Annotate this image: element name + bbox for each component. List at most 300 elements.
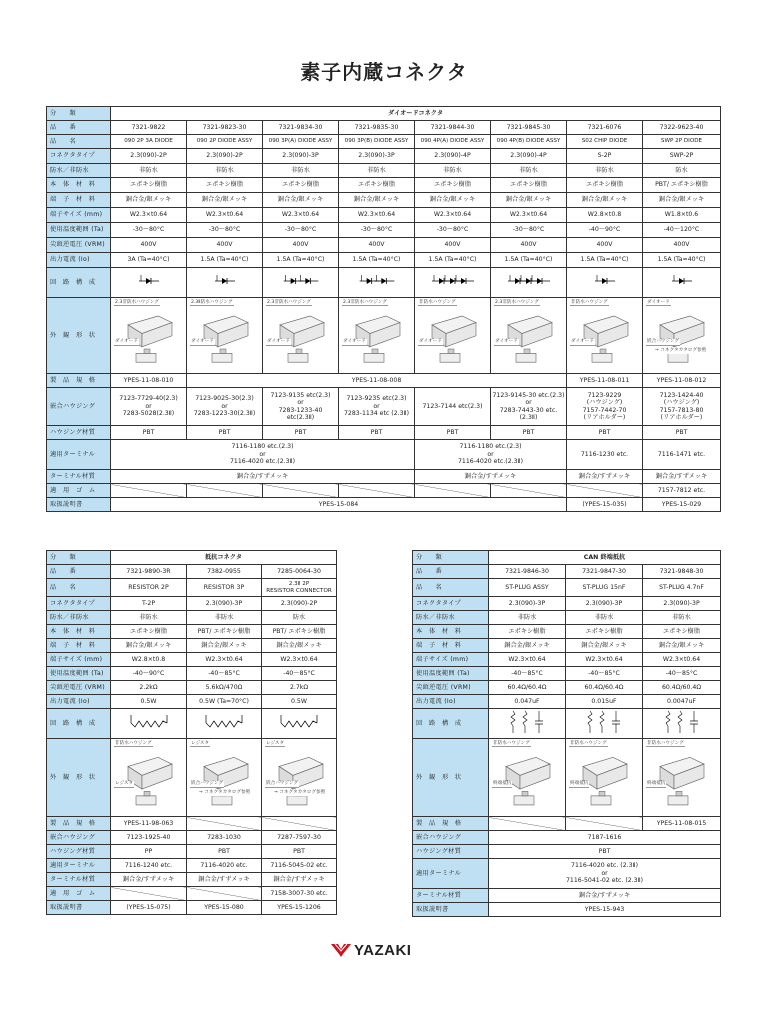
cell-terminal_size: W2.3×t0.64 [263,208,339,223]
row-label: 適用ターミナル [47,859,111,873]
cell-hinmei: ST-PLUG 15nF [566,579,643,597]
cell-hinmei: RESISTOR 2P [111,579,187,597]
cell-voltage: 60.4Ω/60.4Ω [489,681,566,695]
photo-label: 2.3非防水ハウジング [343,299,387,305]
cell-line: 7123-9025-30(2.3) [195,395,254,403]
manual-cell: (YPES-15-075) [111,901,187,915]
cell-line: or [259,450,266,458]
cell-line: (ハウジング) [663,399,700,407]
appearance-row [413,739,721,817]
photo-label: 非防水ハウジング [571,299,608,305]
photo-label: 終端抵抗 [647,781,666,787]
cell-type: 2.3(090)-2P [262,597,337,611]
manual-row [47,498,721,512]
table-row [47,208,721,223]
table-row [413,565,721,579]
cell-waterproof: 非防水 [567,164,643,178]
appearance-cell [489,739,566,817]
cell-type: 2.3(090)-2P [111,149,187,164]
table-row [47,845,337,859]
circuit-row [413,709,721,739]
cell-hinban: 7382-0955 [187,565,262,579]
cell-waterproof: 非防水 [111,164,187,178]
housing-material-row [413,845,721,859]
appearance-cell [263,298,339,374]
cell-housing: 7287-7597-30 [262,831,337,845]
cell-current: 0.5W (Ta=70°C) [187,695,262,709]
cell-hinban: 7321-9848-30 [643,565,721,579]
cell-terminal_size: W2.3×t0.64 [566,653,643,667]
cell-terminal_mat: 銅合金/銀メッキ [643,193,721,208]
resistor-symbol-icon [188,713,260,733]
table-row [47,695,337,709]
photo-label: → コネクタカタログ参照 [274,790,326,796]
row-label: 外 観 形 状 [413,739,489,817]
row-label: 使用温度範囲 (Ta) [413,667,489,681]
cell-voltage: 60.4Ω/60.4Ω [566,681,643,695]
cell-voltage: 400V [111,238,187,253]
manual-cell: YPES-15-943 [489,903,721,917]
housing-material-cell: PBT [339,426,415,440]
empty-cell [339,484,415,498]
cell-line: 7116-4020 etc.(2.3Ⅱ) [229,458,295,466]
empty-cell [491,484,567,498]
cell-temp: -30〜80°C [339,223,415,238]
cell-type: 2.3(090)-3P [187,597,262,611]
cell-hinban: 7321-9822 [111,121,187,135]
cell-terminal_mat: 銅合金/銀メッキ [339,193,415,208]
circuit-cell [187,709,262,739]
table-row [47,164,721,178]
cell-temp: -40〜85°C [566,667,643,681]
table-row [413,653,721,667]
row-label: 防水／非防水 [413,611,489,625]
table-row [413,579,721,597]
row-label: 嵌合ハウジング [47,831,111,845]
connector-photo [188,740,260,816]
housing-cell [263,388,339,426]
cell-hinmei: 090 2P 3A DIODE [111,135,187,149]
cell-terminal_mat: 銅合金/銀メッキ [187,193,263,208]
photo-label: ダイオード [571,339,594,345]
empty-cell [187,484,263,498]
row-label: ターミナル材質 [47,470,111,484]
row-label: 回 路 構 成 [47,709,111,739]
cell-current: 1.5A (Ta=40°C) [643,253,721,268]
cell-hinmei: 090 3P(B) DIODE ASSY [339,135,415,149]
cell-body: エポキシ樹脂 [111,625,187,639]
cell-temp: -30〜80°C [415,223,491,238]
terminal-material-cell: 銅合金/すずメッキ [643,470,721,484]
spec-row [47,817,337,831]
cell-current: 1.5A (Ta=40°C) [263,253,339,268]
cell-current: 1.5A (Ta=40°C) [491,253,567,268]
cell-type: 2.3(090)-4P [491,149,567,164]
photo-label: 2.3非防水ハウジング [495,299,539,305]
connector-photo [568,299,641,373]
cell-line: 7283-1134 etc (2.3Ⅱ) [343,410,409,418]
connector-photo [112,299,185,373]
cell-current: 1.5A (Ta=40°C) [567,253,643,268]
connector-photo [264,299,337,373]
cell-current: 0.015uF [566,695,643,709]
diode-symbol-icon [112,273,185,291]
cell-line: or [373,402,380,410]
circuit-cell [263,268,339,298]
housing-cell: 7187-1616 [489,831,721,845]
cell-terminal: 7116-1240 etc. [111,859,187,873]
row-label: 品 番 [47,121,111,135]
housing-material-cell: PBT [111,426,187,440]
cell-current: 1.5A (Ta=40°C) [339,253,415,268]
table-row [47,121,721,135]
row-label: 端子サイズ (mm) [413,653,489,667]
cell-hinban: 7321-9844-30 [415,121,491,135]
cell-line: RESISTOR CONNECTOR [266,587,332,594]
appearance-row [47,298,721,374]
photo-label: ダイオード [647,299,670,305]
row-label: 使用温度範囲 (Ta) [47,667,111,681]
row-label: 外 観 形 状 [47,298,111,374]
cell-line: or [221,402,228,410]
spec-cell: YPES-11-08-015 [643,817,721,831]
cell-line: or [145,402,152,410]
photo-label: ダイオード [495,339,518,345]
cell-waterproof: 非防水 [566,611,643,625]
cell-line: 7283-5028(2.3Ⅱ) [122,410,175,418]
cell-line: 7116-1180 etc.(2.3) [231,443,294,451]
cell-hinmei: S02 CHIP DIODE [567,135,643,149]
category-header: ダイオードコネクタ [111,107,721,121]
row-label: 端 子 材 料 [47,639,111,653]
row-label: 防水／非防水 [47,611,111,625]
cell-hinmei: ST-PLUG ASSY [489,579,566,597]
connector-photo [644,299,719,373]
cell-type: SWP-2P [643,149,721,164]
yazaki-logo [330,942,440,960]
cell-line: 7157-7813-80 [659,406,704,414]
row-label: ターミナル材質 [47,873,111,887]
circuit-cell [111,709,187,739]
can-termination-table [412,550,721,917]
table-row [47,667,337,681]
empty-cell [111,484,187,498]
row-label: 取扱説明書 [413,903,489,917]
cell-body: PBT/ エポキシ樹脂 [187,625,262,639]
cell-waterproof: 非防水 [491,164,567,178]
connector-photo [188,299,261,373]
cell-line: 7123-9235 etc(2.3) [346,395,407,403]
cell-hinban: 7321-9845-30 [491,121,567,135]
cell-voltage: 400V [567,238,643,253]
table-row [47,193,721,208]
cell-current: 0.5W [262,695,337,709]
category-row [47,551,337,565]
manual-cell: YPES-15-1206 [262,901,337,915]
appearance-cell [566,739,643,817]
cell-body: エポキシ樹脂 [111,178,187,193]
cell-housing_mat: PBT [262,845,337,859]
cell-housing: 7283-1030 [187,831,262,845]
manual-cell: YPES-15-029 [643,498,721,512]
cell-line: 7283-1223-30(2.3Ⅱ) [193,410,256,418]
circuit-cell [111,268,187,298]
empty-cell [415,484,491,498]
row-label: 分 類 [47,107,111,121]
cell-terminal_mat: 銅合金/銀メッキ [111,639,187,653]
photo-label: レジスタ [191,740,210,746]
circuit-cell [491,268,567,298]
cell-body: エポキシ樹脂 [339,178,415,193]
appearance-cell [567,298,643,374]
row-label: 適 用 ゴ ム [47,484,111,498]
housing-cell [415,388,491,426]
rc-circuit-symbol-icon [567,709,641,737]
diode-connector-table [46,106,721,512]
row-label: 回 路 構 成 [413,709,489,739]
cell-type: 2.3(090)-3P [489,597,566,611]
cell-voltage: 400V [263,238,339,253]
empty-cell [262,817,337,831]
housing-material-cell: PBT [415,426,491,440]
row-label: 出力電流 (Io) [413,695,489,709]
appearance-cell [415,298,491,374]
cell-hinban: 7285-0064-30 [262,565,337,579]
cell-housing: 7123-1925-40 [111,831,187,845]
cell-body: エポキシ樹脂 [643,625,721,639]
appearance-cell [643,739,721,817]
cell-body: エポキシ樹脂 [566,625,643,639]
category-row [413,551,721,565]
cell-voltage: 5.6kΩ/470Ω [187,681,262,695]
row-label: コネクタタイプ [47,149,111,164]
diode-symbol-icon [188,273,261,291]
cell-voltage: 2.2kΩ [111,681,187,695]
circuit-cell [339,268,415,298]
rc-circuit-symbol-icon [644,709,719,737]
cell-waterproof: 非防水 [339,164,415,178]
cell-waterproof: 防水 [262,611,337,625]
appearance-cell [262,739,337,817]
row-label: 本 体 材 料 [47,178,111,193]
cell-temp: -30〜80°C [491,223,567,238]
spec-cell: YPES-11-08-012 [643,374,721,388]
cell-terminal_size: W2.3×t0.64 [187,653,262,667]
photo-label: 非防水ハウジング [419,299,456,305]
terminal-cell [111,440,415,470]
row-label: 尖頭逆電圧 (VRM) [47,238,111,253]
cell-waterproof: 非防水 [187,611,262,625]
row-label: コネクタタイプ [413,597,489,611]
row-label: ハウジング材質 [413,845,489,859]
cell-terminal_mat: 銅合金/銀メッキ [262,639,337,653]
cell-type: 2.3(090)-3P [643,597,721,611]
table-row [47,597,337,611]
spec-cell: YPES-11-08-010 [111,374,187,388]
cell-line: 7116-1180 etc.(2.3) [459,443,522,451]
category-header: 抵抗コネクタ [111,551,337,565]
row-label: 本 体 材 料 [413,625,489,639]
photo-label: ダイオード [191,339,214,345]
connector-photo [416,299,489,373]
diode-symbol-icon [264,273,337,291]
cell-type: T-2P [111,597,187,611]
diode-symbol-icon [568,273,641,291]
manual-cell: YPES-15-084 [111,498,567,512]
terminal-cell [489,859,721,889]
rubber-cell: 7157-7812 etc. [643,484,721,498]
cell-terminal_size: W2.3×t0.64 [643,653,721,667]
spec-cell: YPES-11-08-008 [187,374,567,388]
manual-row [47,901,337,915]
cell-voltage: 400V [643,238,721,253]
photo-label: ダイオード [343,339,366,345]
housing-cell [111,388,187,426]
cell-terminal_size: W2.3×t0.64 [415,208,491,223]
spec-row [47,374,721,388]
cell-line: or [487,450,494,458]
circuit-cell [262,709,337,739]
diode-symbol-icon [644,273,719,291]
housing-material-cell: PBT [263,426,339,440]
cell-line: 7283-1233-40 etc(2.3Ⅱ) [278,406,323,421]
row-label: 回 路 構 成 [47,268,111,298]
appearance-row [47,739,337,817]
cell-terminal_mat: 銅合金/銀メッキ [415,193,491,208]
row-label: ハウジング材質 [47,426,111,440]
table-row [413,639,721,653]
cell-hinban: 7322-9623-40 [643,121,721,135]
table-row [47,639,337,653]
cell-terminal_size: W2.8×t0.8 [567,208,643,223]
photo-label: → コネクタカタログ参照 [655,348,707,354]
housing-cell [491,388,567,426]
rubber-cell: 7158-3007-30 etc. [262,887,337,901]
photo-label: → コネクタカタログ参照 [199,790,251,796]
cell-voltage: 400V [339,238,415,253]
cell-waterproof: 非防水 [489,611,566,625]
connector-photo [112,740,185,816]
table-row [47,253,721,268]
cell-body: エポキシ樹脂 [415,178,491,193]
manual-row [413,903,721,917]
photo-label: 非防水ハウジング [493,740,530,746]
cell-terminal_mat2: 銅合金/すずメッキ [111,873,187,887]
diode-symbol-icon [340,273,413,291]
cell-hinban: 7321-9890-3R [111,565,187,579]
cell-current: 0.5W [111,695,187,709]
appearance-cell [643,298,721,374]
table-row [47,238,721,253]
row-label: 使用温度範囲 (Ta) [47,223,111,238]
housing-material-row [47,426,721,440]
cell-current: 3A (Ta=40°C) [111,253,187,268]
table-row [47,653,337,667]
row-label: 製 品 規 格 [47,374,111,388]
cell-terminal_size: W2.3×t0.64 [491,208,567,223]
circuit-cell [643,709,721,739]
appearance-cell [111,739,187,817]
cell-hinmei: ST-PLUG 4.7nF [643,579,721,597]
cell-body: エポキシ樹脂 [491,178,567,193]
housing-material-cell: PBT [187,426,263,440]
cell-waterproof: 非防水 [111,611,187,625]
appearance-cell [339,298,415,374]
appearance-cell [111,298,187,374]
terminal-cell: 7116-1471 etc. [643,440,721,470]
terminal-material-row [47,470,721,484]
spec-row [413,817,721,831]
table-row [413,611,721,625]
row-label: 本 体 材 料 [47,625,111,639]
cell-terminal_mat: 銅合金/銀メッキ [187,639,262,653]
cell-terminal_size: W2.3×t0.64 [339,208,415,223]
table-row [47,579,337,597]
cell-line: 7123-9135 etc(2.3) [270,391,331,399]
circuit-cell [567,268,643,298]
row-label: 嵌合ハウジング [413,831,489,845]
terminal-material-row [413,889,721,903]
connector-photo [340,299,413,373]
cell-current: 1.5A (Ta=40°C) [415,253,491,268]
empty-cell [187,817,262,831]
cell-line: or [297,399,304,407]
cell-hinmei: SWP 2P DIODE [643,135,721,149]
connector-photo [263,740,335,816]
cell-hinban: 7321-9823-30 [187,121,263,135]
connector-photo [644,740,719,816]
table-row [413,597,721,611]
cell-line: (リアホルダー) [660,413,703,421]
category-row [47,107,721,121]
row-label: 端 子 材 料 [413,639,489,653]
rc-circuit-symbol-icon [490,709,564,737]
circuit-cell [489,709,566,739]
appearance-cell [187,298,263,374]
row-label: 取扱説明書 [47,498,111,512]
photo-label: 2.3非防水ハウジング [115,299,159,305]
cell-hinmei: 090 4P(B) DIODE ASSY [491,135,567,149]
row-label: 嵌合ハウジング [47,388,111,426]
cell-terminal_size: W2.3×t0.64 [262,653,337,667]
cell-voltage: 400V [491,238,567,253]
cell-body: エポキシ樹脂 [489,625,566,639]
row-label: 適 用 ゴ ム [47,887,111,901]
cell-hinban: 7321-9846-30 [489,565,566,579]
row-label: 尖頭逆電圧 (VRM) [47,681,111,695]
cell-temp: -30〜80°C [263,223,339,238]
row-label: ハウジング材質 [47,845,111,859]
housing-material-cell: PBT [489,845,721,859]
category-header: CAN 終端抵抗 [489,551,721,565]
cell-line: 7283-7443-30 etc.(2.3Ⅱ) [499,406,558,421]
cell-temp: -40〜120°C [643,223,721,238]
cell-terminal_mat2: 銅合金/すずメッキ [262,873,337,887]
cell-line: 7123-7144 etc(2.3) [422,402,483,410]
cell-hinmei: 090 4P(A) DIODE ASSY [415,135,491,149]
row-label: 出力電流 (Io) [47,253,111,268]
cell-type: 2.3(090)-3P [339,149,415,164]
row-label: 適用ターミナル [413,859,489,889]
photo-label: 嵌合ハウジング [266,781,298,787]
cell-waterproof: 非防水 [643,611,721,625]
terminal-material-cell: 銅合金/すずメッキ [489,889,721,903]
terminal-cell: 7116-1230 etc. [567,440,643,470]
photo-label: レジスタ [266,740,285,746]
appearance-cell [491,298,567,374]
cell-line: 7123-7729-40(2.3) [119,395,178,403]
table-row [47,223,721,238]
